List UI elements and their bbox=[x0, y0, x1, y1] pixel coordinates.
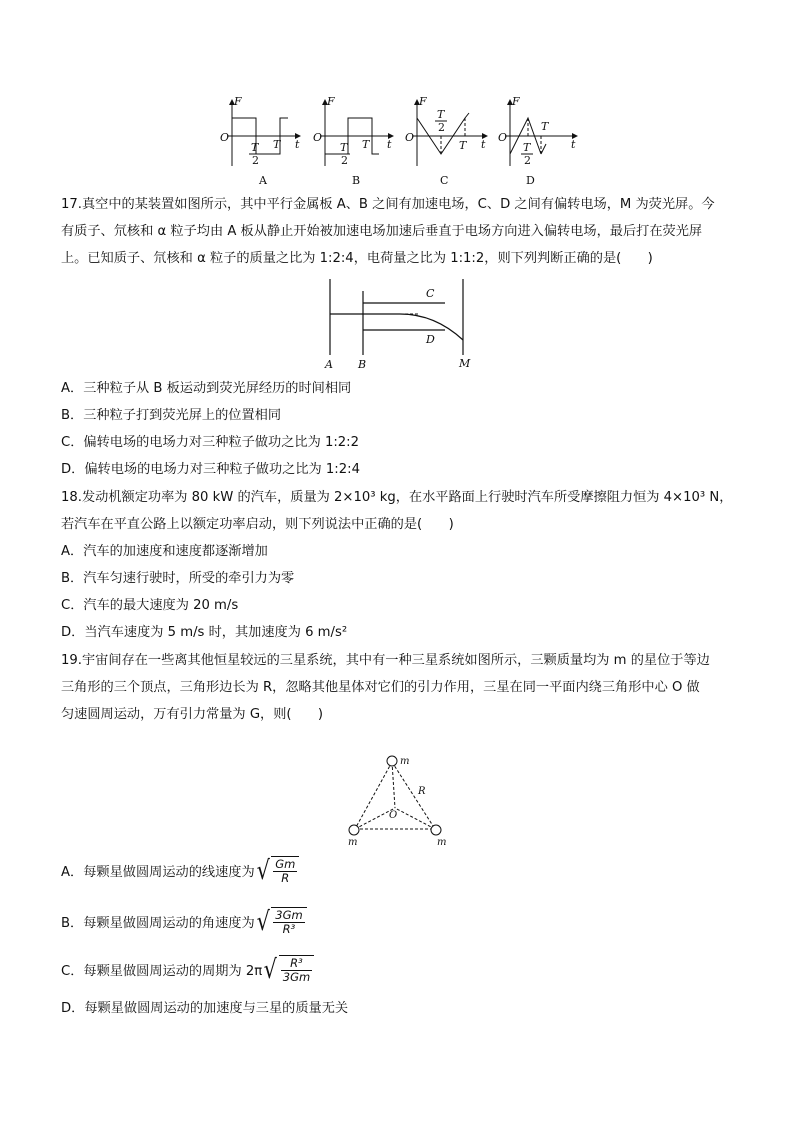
plate-c-label: C bbox=[426, 287, 435, 300]
t-half-den: 2 bbox=[438, 121, 445, 134]
axis-f-label: F bbox=[419, 96, 427, 108]
q19-option-c-text: C．每颗星做圆周运动的周期为 2π bbox=[61, 964, 263, 979]
t-half-num: T bbox=[251, 141, 259, 154]
sqrt-expression: √ $\frac{Gm}{R}$ bbox=[255, 856, 300, 885]
star-right bbox=[431, 825, 441, 835]
q17-option-a[interactable]: A．三种粒子从 B 板运动到荧光屏经历的时间相同 bbox=[61, 381, 352, 396]
axis-t-label: t bbox=[481, 138, 486, 151]
q19-option-b[interactable] bbox=[61, 907, 307, 936]
graph-b bbox=[320, 100, 393, 166]
sqrt-expression: √ $\frac{3Gm}{\text{R³}}$ bbox=[255, 907, 307, 936]
q19-stem-line-2: 三角形的三个顶点，三角形边长为 R，忽略其他星体对它们的引力作用，三星在同一平面内绕三角形中心 O 做 bbox=[61, 680, 700, 695]
side-r-label: R bbox=[418, 786, 426, 797]
origin-label: O bbox=[498, 131, 508, 144]
q17-apparatus-figure bbox=[320, 277, 480, 372]
t-half-den: 2 bbox=[341, 154, 348, 167]
t-full-label: T bbox=[459, 139, 467, 152]
q18-stem-line-2: 若汽车在平直公路上以额定功率启动，则下列说法中正确的是( ) bbox=[61, 517, 454, 532]
q18-option-a[interactable]: A．汽车的加速度和速度都逐渐增加 bbox=[61, 544, 268, 559]
q19-option-b-text: B．每颗星做圆周运动的角速度为 bbox=[61, 916, 255, 931]
graph-a bbox=[227, 100, 300, 166]
t-half-num: T bbox=[437, 108, 445, 121]
t-full-label: T bbox=[362, 138, 370, 151]
q17-stem-line-3: 上。已知质子、氘核和 α 粒子的质量之比为 1:2:4，电荷量之比为 1:1:2，则下列判断正确的是( ) bbox=[61, 251, 653, 266]
mass-label-top: m bbox=[400, 756, 410, 767]
q17-option-b[interactable]: B．三种粒子打到荧光屏上的位置相同 bbox=[61, 408, 282, 423]
axis-f-label: F bbox=[512, 96, 520, 108]
q19-stem-line-1: 19.宇宙间存在一些离其他恒星较远的三星系统，其中有一种三星系统如图所示，三颗质量均为 m 的星位于等边 bbox=[61, 653, 710, 668]
mass-label-left: m bbox=[348, 837, 358, 847]
star-left bbox=[349, 825, 359, 835]
axis-t-label: t bbox=[571, 138, 576, 151]
q18-option-b[interactable]: B．汽车匀速行驶时，所受的牵引力为零 bbox=[61, 571, 295, 586]
q18-option-d[interactable]: D．当汽车速度为 5 m/s 时，其加速度为 6 m/s² bbox=[61, 625, 348, 640]
q17-option-c[interactable]: C．偏转电场的电场力对三种粒子做功之比为 1:2:2 bbox=[61, 435, 360, 450]
plate-b-label: B bbox=[358, 358, 367, 371]
graph-c bbox=[412, 100, 487, 166]
q18-option-c[interactable]: C．汽车的最大速度为 20 m/s bbox=[61, 598, 239, 613]
q19-option-d[interactable]: D．每颗星做圆周运动的加速度与三星的质量无关 bbox=[61, 1001, 349, 1016]
origin-label: O bbox=[220, 131, 230, 144]
q19-option-a[interactable] bbox=[61, 856, 299, 885]
q18-stem-line-1: 18.发动机额定功率为 80 kW 的汽车，质量为 2×10³ kg，在水平路面上行驶时汽车所受摩擦阻力恒为 4×10³ N， bbox=[61, 490, 733, 505]
center-o-label: O bbox=[389, 810, 398, 821]
axis-t-label: t bbox=[295, 138, 300, 151]
t-full-label: T bbox=[273, 138, 281, 151]
graph-d-label: D bbox=[526, 174, 535, 186]
axis-f-label: F bbox=[327, 96, 335, 108]
q17-stem-line-2: 有质子、氘核和 α 粒子均由 A 板从静止开始被加速电场加速后垂直于电场方向进入偏转电场，最后打在荧光屏 bbox=[61, 224, 703, 239]
ft-graphs-figure bbox=[215, 96, 580, 186]
t-half-den: 2 bbox=[252, 154, 259, 167]
sqrt-expression: √ $\frac{\text{R³}}{3Gm}$ bbox=[262, 955, 314, 984]
origin-label: O bbox=[405, 131, 415, 144]
graph-c-label: C bbox=[440, 174, 449, 186]
star-top bbox=[387, 756, 397, 766]
plate-d-label: D bbox=[426, 333, 435, 346]
origin-label: O bbox=[313, 131, 323, 144]
t-half-num: T bbox=[523, 141, 531, 154]
axis-t-label: t bbox=[387, 138, 392, 151]
graph-d bbox=[505, 100, 577, 166]
q19-option-c[interactable] bbox=[61, 955, 314, 984]
t-half-den: 2 bbox=[524, 154, 531, 167]
q17-stem-line-1: 17.真空中的某装置如图所示，其中平行金属板 A、B 之间有加速电场，C、D 之间有偏转电场，M 为荧光屏。今 bbox=[61, 197, 715, 212]
q19-option-a-text: A．每颗星做圆周运动的线速度为 bbox=[61, 865, 255, 880]
t-half-num: T bbox=[340, 141, 348, 154]
mass-label-right: m bbox=[437, 837, 447, 847]
graph-a-label: A bbox=[259, 174, 267, 186]
axis-f-label: F bbox=[234, 96, 242, 108]
t-full-label: T bbox=[541, 120, 549, 133]
q19-three-star-figure bbox=[340, 752, 450, 847]
graph-b-label: B bbox=[352, 174, 361, 186]
q19-stem-line-3: 匀速圆周运动，万有引力常量为 G，则( ) bbox=[61, 707, 324, 722]
screen-m-label: M bbox=[459, 357, 471, 370]
plate-a-label: A bbox=[325, 358, 333, 371]
q17-option-d[interactable]: D．偏转电场的电场力对三种粒子做功之比为 1:2:4 bbox=[61, 462, 360, 477]
